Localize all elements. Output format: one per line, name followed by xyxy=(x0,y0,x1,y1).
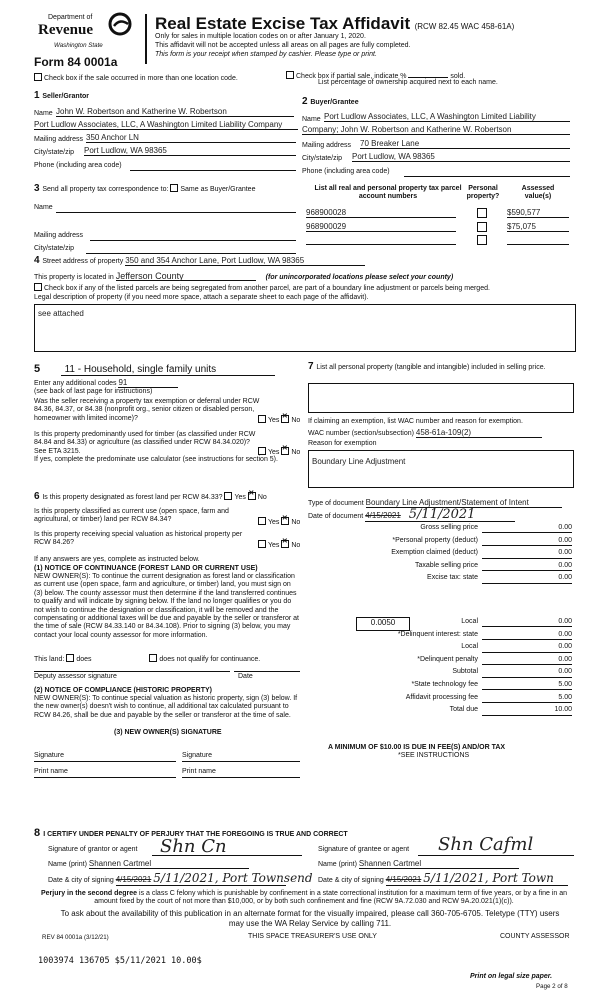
section-1 xyxy=(34,90,300,169)
tax1-label-0: Gross selling price xyxy=(420,524,478,531)
assessor-label: COUNTY ASSESSOR xyxy=(500,933,570,940)
dept-line2: Revenue xyxy=(38,22,93,38)
unincorporated-note: (for unincorporated locations please select your county) xyxy=(265,274,454,281)
tax1-value-0[interactable]: 0.00 xyxy=(482,524,572,533)
this-land-row: This land: does does not qualify for continuance. xyxy=(34,656,261,663)
reason-label: Reason for exemption xyxy=(308,440,377,447)
grantor-date-row: Date & city of signing 4/15/2021 5/11/2021, Port Townsend xyxy=(48,871,313,885)
tax2-label-0: Local xyxy=(461,618,478,625)
tax2-value-7[interactable]: 10.00 xyxy=(482,706,572,715)
see-instructions: *SEE INSTRUCTIONS xyxy=(398,752,470,759)
tax2-label-4: Subtotal xyxy=(452,668,478,676)
tax1-label-2: Exemption claimed (deduct) xyxy=(391,549,478,557)
grantor-date-handwritten: 5/11/2021, Port Townsend xyxy=(153,871,313,885)
additional-codes-row xyxy=(34,379,178,388)
tax2-value-3[interactable]: 0.00 xyxy=(482,656,572,665)
tax2-label-1: *Delinquent interest: state xyxy=(397,630,478,638)
tax2-value-6[interactable]: 5.00 xyxy=(482,694,572,703)
buyer-name-1[interactable]: Port Ludlow Associates, LLC, A Washington Limited Liability xyxy=(324,112,570,122)
owner-print-label-1: Print name xyxy=(34,768,68,775)
title-rcw: (RCW 82.45 WAC 458-61A) xyxy=(414,22,515,31)
legal-paper-note: Print on legal size paper. xyxy=(470,973,553,980)
deputy-sig-line[interactable] xyxy=(34,670,230,672)
tax2-label-6: Affidavit processing fee xyxy=(405,693,478,701)
historic-answer: Yes ✕ No xyxy=(258,540,300,550)
form-number: Form 84 0001a xyxy=(34,55,118,69)
tax1-value-1[interactable]: 0.00 xyxy=(482,537,572,546)
grantor-name[interactable]: Shannen Cartmel xyxy=(89,860,249,869)
corr-mailing-field[interactable] xyxy=(90,232,296,241)
segregated-label: Check box if any of the listed parcels are being segregated from another parcel, are part of a boundary line adjustment or parcels being merged. xyxy=(44,285,490,292)
tax2-label-3: *Delinquent penalty xyxy=(417,655,478,663)
personal-property-label: 7 List all personal property (tangible and intangible) included in selling price. xyxy=(308,361,546,372)
exemption-claim-label: If claiming an exemption, list WAC number and reason for exemption. xyxy=(308,418,523,425)
tax2-value-1[interactable]: 0.00 xyxy=(482,631,572,640)
tax2-value-0[interactable]: 0.00 xyxy=(482,618,572,627)
form-title xyxy=(155,14,514,34)
subtitle-3: This form is your receipt when stamped by cashier. Please type or print. xyxy=(155,51,377,58)
section-5 xyxy=(34,359,302,463)
subtitle-2: This affidavit will not be accepted unless all areas on all pages are fully completed. xyxy=(155,42,411,49)
grantee-date-field[interactable] xyxy=(385,871,568,886)
parcel-value-1[interactable]: $590,577 xyxy=(507,208,569,218)
reason-box[interactable] xyxy=(308,450,574,488)
tax1-label-3: Taxable selling price xyxy=(414,561,478,569)
grantee-date-row: Date & city of signing 4/15/2021 5/11/2021, Port Town xyxy=(318,874,568,886)
seller-name-1[interactable]: John W. Robertson and Katherine W. Robertson xyxy=(56,107,294,117)
tax1-label-4: Excise tax: state xyxy=(427,574,478,582)
title-text: Real Estate Excise Tax Affidavit xyxy=(155,14,411,33)
same-as-buyer-label: Same as Buyer/Grantee xyxy=(180,186,256,193)
washington-logo-icon xyxy=(108,12,132,40)
partial-sale-label: Check box if partial sale, indicate % xyxy=(296,73,407,80)
grantee-name[interactable]: Shannen Cartmel xyxy=(359,860,519,869)
multi-location-label: Check box if the sale occurred in more than one location code. xyxy=(44,75,238,82)
buyer-mailing[interactable]: 70 Breaker Lane xyxy=(360,139,570,149)
grantee-name-row: Name (print) Shannen Cartmel xyxy=(318,860,519,869)
section-4 xyxy=(34,255,574,318)
tax1-label-1: *Personal property (deduct) xyxy=(392,536,478,544)
tax2-label-2: Local xyxy=(461,643,478,651)
tax1-value-3[interactable]: 0.00 xyxy=(482,562,572,571)
timber-yes-checkbox[interactable] xyxy=(258,447,266,455)
see-back-note: (see back of last page for instructions) xyxy=(34,388,153,395)
doc-date-row: Date of document 4/15/2021 5/11/2021 xyxy=(308,511,515,522)
subtitle-1: Only for sales in multiple location codes on or after January 1, 2020. xyxy=(155,33,366,40)
seller-heading: 1 Seller/Grantor xyxy=(34,90,90,101)
additional-codes-label: Enter any additional codes xyxy=(34,380,117,387)
doc-date-handwritten: 5/11/2021 xyxy=(408,507,476,522)
seller-name-label: Name xyxy=(34,110,53,117)
segregated-row xyxy=(34,283,490,293)
section-2 xyxy=(302,96,572,175)
parcel-personal-2[interactable] xyxy=(477,222,487,232)
dept-line1: Department of xyxy=(48,14,93,21)
certify-line: 8 I CERTIFY UNDER PENALTY OF PERJURY THAT THE FOREGOING IS TRUE AND CORRECT xyxy=(34,827,348,839)
historic-no-checkbox[interactable] xyxy=(281,540,289,548)
parcel-value-2[interactable]: $75,075 xyxy=(507,222,569,232)
grantee-date-handwritten: 5/11/2021, Port Town xyxy=(423,871,554,885)
seller-mailing-label: Mailing address xyxy=(34,136,84,143)
list-pct-note: List percentage of ownership acquired next to each name. xyxy=(318,79,498,86)
page-number: Page 2 of 8 xyxy=(536,983,568,990)
buyer-name-label: Name xyxy=(302,116,321,123)
seller-phone-label: Phone (including area code) xyxy=(34,162,122,169)
grantee-signature: Shn Cafml xyxy=(438,834,534,855)
additional-codes-field[interactable]: 91 xyxy=(118,379,178,388)
grantor-sig-label: Signature of grantor or agent xyxy=(48,846,138,853)
land-use-code[interactable]: 11 - Household, single family units xyxy=(61,364,275,376)
timber-note: If yes, complete the predominate use calculator (see instructions for section 5). xyxy=(34,456,278,463)
tax2-value-2[interactable]: 0.00 xyxy=(482,643,572,652)
timber-no-checkbox[interactable] xyxy=(281,447,289,455)
seller-mailing[interactable]: 350 Anchor LN xyxy=(86,133,296,143)
forest-question: 6 Is this property designated as forest land per RCW 84.33? Yes ✕ No xyxy=(34,492,267,502)
parcel-account-3[interactable] xyxy=(306,236,456,245)
owner-sig-label-1: Signature xyxy=(34,752,64,759)
grantor-signature: Shn Cn xyxy=(160,836,227,857)
col-personal: Personal property? xyxy=(466,185,500,201)
header-divider xyxy=(145,14,147,64)
correspondence-label: Send all property tax correspondence to: xyxy=(42,186,169,193)
partial-sale-checkbox[interactable] xyxy=(286,71,294,79)
tax2-label-7: Total due xyxy=(449,706,478,714)
tax2-value-5[interactable]: 5.00 xyxy=(482,681,572,690)
current-use-no-checkbox[interactable] xyxy=(281,517,289,525)
county-select[interactable]: Jefferson County xyxy=(116,272,256,281)
exemption-yes-checkbox[interactable] xyxy=(258,415,266,423)
exemption-question: Was the seller receiving a property tax exemption or deferral under RCW 84.36, 84.37, or 84.38 (nonprofit org., senior citizen or disabled person, homeowner with limited income)? xyxy=(34,398,260,422)
tax1-value-2[interactable]: 0.00 xyxy=(482,549,572,558)
parcel-value-3[interactable] xyxy=(507,236,569,245)
corr-name-field[interactable] xyxy=(56,204,296,213)
wac-row: WAC number (section/subsection) 458-61a-109(2) xyxy=(308,429,542,438)
parcel-account-1[interactable]: 968900028 xyxy=(306,208,456,218)
segregated-checkbox[interactable] xyxy=(34,283,42,291)
dor-logo xyxy=(38,12,138,54)
owner-sig-label-2: Signature xyxy=(182,752,212,759)
col-accounts: List all real and personal property tax parcel account numbers xyxy=(314,185,462,201)
seller-city[interactable]: Port Ludlow, WA 98365 xyxy=(84,146,296,156)
seller-name-2[interactable]: Port Ludlow Associates, LLC, A Washington Limited Liability Company xyxy=(34,120,298,130)
reason-text: Boundary Line Adjustment xyxy=(312,457,406,466)
land-does-not-checkbox[interactable] xyxy=(149,654,157,662)
corr-city-field[interactable] xyxy=(86,245,296,254)
current-use-answer: Yes ✕ No xyxy=(258,517,300,527)
parcel-personal-3[interactable] xyxy=(477,235,487,245)
forest-no-checkbox[interactable] xyxy=(248,492,256,500)
timber-question: Is this property predominantly used for timber (as classified under RCW 84.84 and 84.33) or agriculture (as classified under RCW 84.34.020)? See ETA 3215. xyxy=(34,431,256,455)
answers-note: If any answers are yes, complete as instructed below. xyxy=(34,556,200,563)
exemption-no-checkbox[interactable] xyxy=(281,415,289,423)
new-owner-sig-title: (3) NEW OWNER(S) SIGNATURE xyxy=(114,729,222,736)
located-label: This property is located in xyxy=(34,274,114,281)
notice1-title: (1) NOTICE OF CONTINUANCE (FOREST LAND OR CURRENT USE) xyxy=(34,565,258,572)
doc-type[interactable]: Boundary Line Adjustment/Statement of Intent xyxy=(366,499,562,508)
exemption-answer: Yes ✕ No xyxy=(258,415,300,425)
correspondence-row: 3 Send all property tax correspondence to: Same as Buyer/Grantee xyxy=(34,183,256,194)
current-use-question: Is this property classified as current use (open space, farm and agricultural, or timber) land per RCW 84.34? xyxy=(34,508,229,524)
parcel-personal-1[interactable] xyxy=(477,208,487,218)
buyer-phone-label: Phone (including area code) xyxy=(302,168,390,175)
notice2-title: (2) NOTICE OF COMPLIANCE (HISTORIC PROPERTY) xyxy=(34,687,212,694)
notice1-body: NEW OWNER(S): To continue the current designation as forest land or classification as current use (open space, farm and agriculture, or timber) land, you must sign on (3) below. The county assessor must then determine if the land transferred continues to qualify and will indicate by signing below. If the land no longer qualifies or you do not wish to continue the designation or classification, it will be removed and the compensating or additional taxes will be due and payable by the seller or transferor at the time of sale (RCW 84.33.140 or 84.34.108). Prior to signing (3) below, you may contact your local county assessor for more information. xyxy=(34,573,299,639)
historic-yes-checkbox[interactable] xyxy=(258,540,266,548)
buyer-name-2[interactable]: Company; John W. Robertson and Katherine W. Robertson xyxy=(302,125,570,135)
street-label: Street address of property xyxy=(42,258,124,265)
grantee-sig-label: Signature of grantee or agent xyxy=(318,846,410,853)
alt-format-note: To ask about the availability of this publication in an alternate format for the visually impaired, please call 360-705-6705. Teletype (TTY) users may use the WA Relay Service by calling 711. xyxy=(60,909,560,928)
doc-type-row: Type of document Boundary Line Adjustment/Statement of Intent xyxy=(308,499,562,508)
buyer-city-label: City/state/zip xyxy=(302,155,343,162)
doc-date-struck: 4/15/2021 xyxy=(365,511,401,520)
multi-location-row xyxy=(34,73,238,83)
grantor-date-field[interactable] xyxy=(115,871,313,886)
col-assessed: Assessed value(s) xyxy=(521,185,555,201)
legal-description[interactable] xyxy=(34,304,576,352)
sold-label: sold. xyxy=(450,73,466,80)
deputy-sig-label: Deputy assessor signature xyxy=(34,673,117,680)
legal-text: see attached xyxy=(38,309,84,318)
buyer-city[interactable]: Port Ludlow, WA 98365 xyxy=(352,152,570,162)
corr-city-label: City/state/zip xyxy=(34,245,75,252)
corr-mailing-label: Mailing address xyxy=(34,232,84,239)
street-address[interactable]: 350 and 354 Anchor Lane, Port Ludlow, WA 98365 xyxy=(125,257,365,266)
section-3 xyxy=(34,183,574,252)
section5-code-row: 5 11 - Household, single family units xyxy=(34,359,302,377)
partial-pct-field[interactable] xyxy=(408,70,448,78)
treasurer-label: THIS SPACE TREASURER'S USE ONLY xyxy=(248,933,377,940)
cashier-stamp: 1003974 136705 $5/11/2021 10.00$ xyxy=(38,956,202,966)
wac-number[interactable]: 458-61a-109(2) xyxy=(416,429,542,438)
seller-city-label: City/state/zip xyxy=(34,149,75,156)
current-use-yes-checkbox[interactable] xyxy=(258,517,266,525)
rev-number: REV 84 0001a (3/12/21) xyxy=(42,934,109,941)
timber-answer: Yes ✕ No xyxy=(258,447,300,457)
grantee-date-struck: 4/15/2021 xyxy=(385,875,422,884)
grantor-date-struck: 4/15/2021 xyxy=(115,875,152,884)
grantor-name-row: Name (print) Shannen Cartmel xyxy=(48,860,249,869)
tax2-label-5: *State technology fee xyxy=(411,681,478,688)
tax2-value-4[interactable]: 0.00 xyxy=(482,668,572,677)
corr-name-label: Name xyxy=(34,204,53,211)
seller-phone[interactable] xyxy=(130,162,296,171)
perjury-note: Perjury in the second degree is a class C felony which is punishable by confinement in a state correctional institution for a maximum term of five years, or by a fine in an amount fixed by the court of not more than $10,000, or by both such confinement and fine (RCW 9A.72.030 and RCW 9A.20.021(1)(c)). xyxy=(40,890,568,906)
street-row: 4 Street address of property 350 and 354 Anchor Lane, Port Ludlow, WA 98365 xyxy=(34,257,574,266)
owner-print-label-2: Print name xyxy=(182,768,216,775)
parcel-account-2[interactable]: 968900029 xyxy=(306,222,456,232)
multi-location-checkbox[interactable] xyxy=(34,73,42,81)
buyer-mailing-label: Mailing address xyxy=(302,142,352,149)
personal-property-box[interactable] xyxy=(308,383,574,413)
tax-rate-box[interactable] xyxy=(356,617,410,631)
forest-yes-checkbox[interactable] xyxy=(224,492,232,500)
tax1-value-4[interactable]: 0.00 xyxy=(482,574,572,583)
section-7 xyxy=(308,361,574,522)
land-does-checkbox[interactable] xyxy=(66,654,74,662)
tax-rate: 0.0050 xyxy=(370,618,396,627)
deputy-date-line[interactable] xyxy=(234,670,300,672)
dept-line3: Washington State xyxy=(54,42,103,49)
buyer-phone[interactable] xyxy=(404,168,570,177)
same-as-buyer-checkbox[interactable] xyxy=(170,184,178,192)
notice2-body: NEW OWNER(S): To continue special valuation as historic property, sign (3) below. If the new owner(s) doesn't wish to continue, all additional tax calculated pursuant to RCW 84.26, shall be due and payable by the seller or transferor at the time of sale. xyxy=(34,695,298,719)
located-row xyxy=(34,272,453,282)
deputy-date-label: Date xyxy=(238,673,253,680)
buyer-heading: 2 Buyer/Grantee xyxy=(302,96,359,107)
historic-question: Is this property receiving special valuation as historical property per RCW 84.26? xyxy=(34,531,243,547)
minimum-note: A MINIMUM OF $10.00 IS DUE IN FEE(S) AND/OR TAX xyxy=(328,744,506,751)
legal-label: Legal description of property (if you need more space, attach a separate sheet to each page of the affidavit). xyxy=(34,294,369,301)
